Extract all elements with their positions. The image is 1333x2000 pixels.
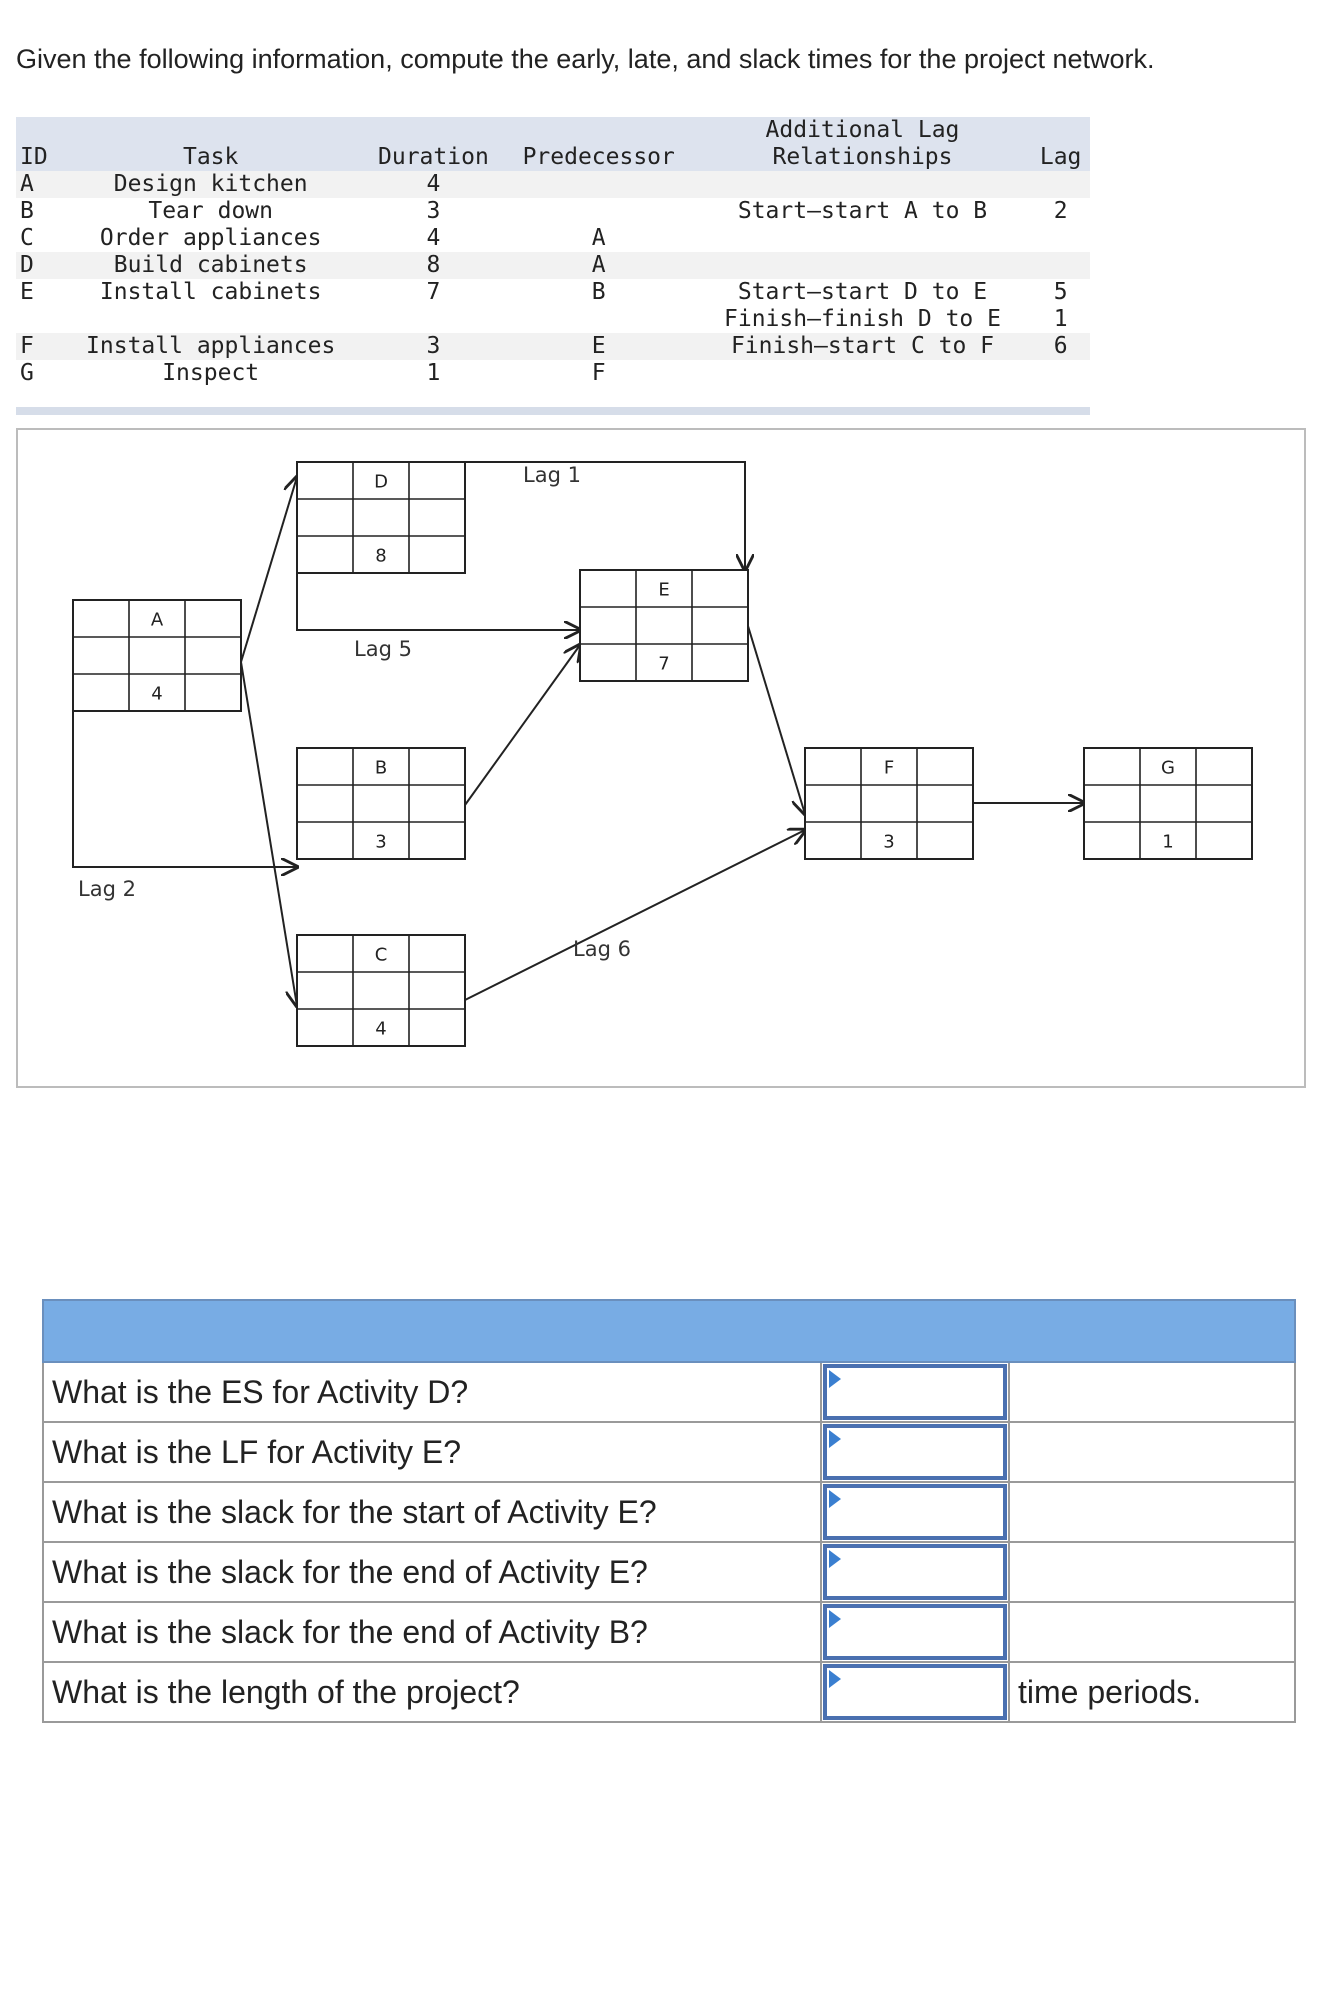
input-flag-icon: [829, 1670, 841, 1688]
answer-input-es-d[interactable]: [827, 1368, 1003, 1416]
node-id-label: G: [1161, 757, 1175, 779]
row-id: G: [20, 360, 34, 386]
row-id: [16, 306, 58, 333]
row-task: Tear down: [148, 198, 273, 224]
question-row: [43, 1362, 1295, 1422]
answer-cell: [821, 1542, 1009, 1602]
node-duration-label: 3: [883, 831, 895, 853]
lag-label-5: Lag 5: [354, 637, 412, 661]
table-row: [16, 279, 1090, 306]
row-lag: [1031, 360, 1090, 387]
input-flag-icon: [829, 1430, 841, 1448]
row-task: [58, 306, 363, 333]
row-duration: 3: [363, 333, 504, 360]
row-relationship: [694, 225, 1032, 252]
row-lag: 1: [1053, 306, 1068, 332]
question-row: [43, 1602, 1295, 1662]
table-row: [16, 198, 1090, 225]
question-row: [43, 1422, 1295, 1482]
table-row: [16, 306, 1090, 333]
header-id: ID: [16, 117, 58, 171]
answer-cell: [821, 1662, 1009, 1722]
network-nodes: [73, 462, 1252, 1046]
node-duration-label: 3: [375, 831, 387, 853]
answer-suffix: [1009, 1542, 1295, 1602]
edge-b-e: [465, 645, 580, 805]
row-relationship: Finish–start C to F: [694, 333, 1032, 360]
node-duration-label: 4: [151, 683, 163, 705]
question-text: What is the slack for the start of Activity E?: [43, 1482, 821, 1542]
row-task: Design kitchen: [58, 171, 363, 198]
input-flag-icon: [829, 1550, 841, 1568]
answer-suffix: time periods.: [1009, 1662, 1295, 1722]
row-id: B: [20, 198, 34, 224]
row-id: D: [16, 252, 58, 279]
node-id-label: D: [374, 471, 388, 493]
question-row: [43, 1542, 1295, 1602]
row-predecessor: [504, 171, 694, 198]
row-lag: [1031, 225, 1090, 252]
header-duration: Duration: [363, 117, 504, 171]
node-id-label: F: [883, 757, 895, 779]
row-predecessor: [504, 306, 694, 333]
table-row: [16, 360, 1090, 387]
row-lag: [1031, 252, 1090, 279]
row-relationship: Start–start D to E: [737, 279, 988, 305]
answer-input-project-length[interactable]: [827, 1668, 1003, 1716]
row-lag: 6: [1031, 333, 1090, 360]
network-svg: [18, 430, 1308, 1090]
answer-suffix: [1009, 1362, 1295, 1422]
table-row: [16, 252, 1090, 279]
activity-table-header: [16, 117, 1090, 171]
answer-suffix: [1009, 1482, 1295, 1542]
answer-box: [823, 1364, 1007, 1420]
problem-statement: Given the following information, compute the early, late, and slack times for the project network.: [16, 44, 1155, 74]
row-task: Install cabinets: [99, 279, 322, 305]
table-row: [16, 333, 1090, 360]
answer-input-slack-end-b[interactable]: [827, 1608, 1003, 1656]
row-id: A: [16, 171, 58, 198]
row-duration: [363, 306, 504, 333]
header-lag-relationships-line1: Additional Lag: [765, 117, 960, 143]
question-text: What is the length of the project?: [43, 1662, 821, 1722]
row-id: F: [16, 333, 58, 360]
row-id: C: [20, 225, 34, 251]
answer-box: [823, 1604, 1007, 1660]
answer-box: [823, 1664, 1007, 1720]
row-lag: 2: [1053, 198, 1068, 224]
row-task: Build cabinets: [58, 252, 363, 279]
row-duration: 1: [426, 360, 441, 386]
input-flag-icon: [829, 1610, 841, 1628]
node-id-label: C: [374, 944, 388, 966]
header-predecessor: Predecessor: [504, 117, 694, 171]
row-task: Inspect: [162, 360, 260, 386]
answer-input-lf-e[interactable]: [827, 1428, 1003, 1476]
question-table-header: [43, 1300, 1295, 1362]
question-text: What is the slack for the end of Activity E?: [43, 1542, 821, 1602]
node-id-label: E: [658, 579, 670, 601]
question-text: What is the slack for the end of Activity B?: [43, 1602, 821, 1662]
row-relationship: [694, 360, 1032, 387]
activity-node-f: [805, 748, 973, 859]
table-row: [16, 225, 1090, 252]
row-predecessor: A: [591, 225, 606, 251]
edge-a-d: [241, 477, 297, 662]
row-lag: [1031, 171, 1090, 198]
edge-a-c: [241, 662, 297, 1006]
row-id: E: [20, 279, 34, 305]
question-text: What is the ES for Activity D?: [43, 1362, 821, 1422]
answer-input-slack-end-e[interactable]: [827, 1548, 1003, 1596]
answer-cell: [821, 1482, 1009, 1542]
row-relationship: Finish–finish D to E: [724, 306, 1001, 332]
row-relationship: [694, 171, 1032, 198]
node-duration-label: 1: [1162, 831, 1174, 853]
row-duration: 4: [363, 171, 504, 198]
lag-label-6: Lag 6: [573, 937, 631, 961]
answer-input-slack-start-e[interactable]: [827, 1488, 1003, 1536]
node-id-label: A: [150, 609, 164, 631]
header-lag: Lag: [1031, 117, 1090, 171]
row-predecessor: B: [591, 279, 606, 305]
lag-label-1: Lag 1: [523, 463, 581, 487]
activity-node-c: [297, 935, 465, 1046]
row-lag: 5: [1053, 279, 1068, 305]
edge-d-e-lag1: [465, 462, 745, 570]
activity-table: [16, 117, 1090, 387]
row-predecessor: F: [591, 360, 606, 386]
answer-suffix: [1009, 1602, 1295, 1662]
answer-cell: [821, 1362, 1009, 1422]
input-flag-icon: [829, 1370, 841, 1388]
row-task: Order appliances: [99, 225, 322, 251]
answer-box: [823, 1544, 1007, 1600]
activity-node-d: [297, 462, 465, 573]
node-duration-label: 8: [375, 545, 387, 567]
answer-box: [823, 1424, 1007, 1480]
header-lag-relationships: [694, 117, 1032, 171]
row-predecessor: E: [504, 333, 694, 360]
activity-node-b: [297, 748, 465, 859]
network-diagram: [16, 428, 1306, 1088]
node-id-label: B: [374, 757, 388, 779]
lag-label-2: Lag 2: [78, 877, 136, 901]
answer-cell: [821, 1602, 1009, 1662]
row-duration: 3: [426, 198, 441, 224]
question-row: [43, 1662, 1295, 1722]
input-flag-icon: [829, 1490, 841, 1508]
answer-box: [823, 1484, 1007, 1540]
header-lag-relationships-line2: Relationships: [772, 144, 953, 170]
table-bottom-rule: [16, 407, 1090, 415]
question-table: [42, 1299, 1296, 1723]
row-predecessor: A: [504, 252, 694, 279]
row-relationship: Start–start A to B: [737, 198, 988, 224]
activity-node-g: [1084, 748, 1252, 859]
header-task: Task: [58, 117, 363, 171]
row-relationship: [694, 252, 1032, 279]
question-table-header-cell: [43, 1300, 1295, 1362]
activity-node-e: [580, 570, 748, 681]
question-text: What is the LF for Activity E?: [43, 1422, 821, 1482]
row-task: Install appliances: [58, 333, 363, 360]
row-predecessor: [504, 198, 694, 225]
answer-cell: [821, 1422, 1009, 1482]
node-duration-label: 4: [375, 1018, 387, 1040]
activity-node-a: [73, 600, 241, 711]
question-row: [43, 1482, 1295, 1542]
edge-c-f: [465, 830, 805, 1000]
network-edges: [73, 462, 1084, 1006]
answer-suffix: [1009, 1422, 1295, 1482]
node-duration-label: 7: [658, 653, 670, 675]
table-row: [16, 171, 1090, 198]
row-duration: 7: [426, 279, 441, 305]
edge-e-f: [748, 626, 805, 814]
row-duration: 4: [426, 225, 441, 251]
row-duration: 8: [363, 252, 504, 279]
